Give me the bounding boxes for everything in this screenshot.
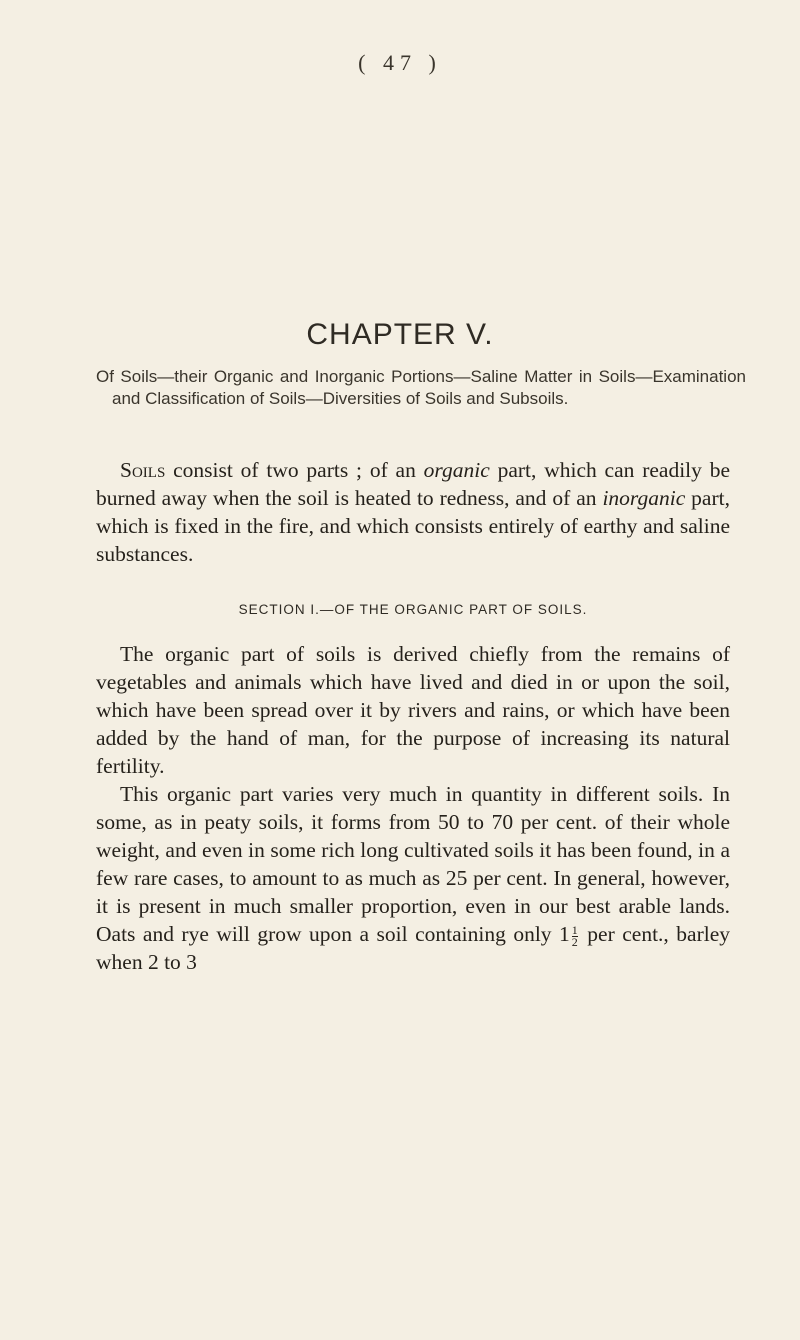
paragraph-organic-quantity — [96, 780, 730, 976]
section-heading: SECTION I.—OF THE ORGANIC PART OF SOILS. — [238, 602, 588, 617]
intro-text-b: part, which can readily be burned away when the soil is heated to redness, and of an — [96, 458, 730, 510]
paragraph-organic-origin: The organic part of soils is derived chiefly from the remains of vegetables and animals which have lived and died in or upon the soil, which have been spread over it by rivers and rains, or which have been added by the hand of man, for the purpose of increasing its natural fertility. — [96, 642, 730, 778]
paragraph-text-a: This organic part varies very much in quantity in different soils. In some, as in peaty soils, it forms from 50 to 70 per cent. of their whole weight, and even in some rich long cultivated soils it has been found, in a few rare cases, to amount to as much as 25 per cent. In general, however, it is present in much smaller proportion, even in our best arable lands. Oats and rye will grow upon a soil containing only 1 — [96, 782, 730, 946]
fraction-half — [571, 922, 578, 949]
paragraph-text-b: per cent., barley when 2 to 3 — [96, 922, 731, 974]
page-number: ( 47 ) — [358, 50, 442, 75]
intro-text-c: part, which is fixed in the fire, and which consists entirely of earthy and saline substances. — [96, 486, 730, 566]
intro-emphasis-inorganic: inorganic — [602, 486, 686, 510]
intro-lead-word: Soils — [120, 458, 166, 482]
chapter-synopsis: Of Soils—their Organic and Inorganic Portions—Saline Matter in Soils—Examination and Classification of Soils—Diversities of Soils and Subsoils. — [96, 367, 746, 408]
intro-paragraph — [96, 456, 730, 568]
intro-emphasis-organic: organic — [423, 458, 490, 482]
fraction-numerator: 1 — [571, 922, 578, 937]
intro-text-a: consist of two parts ; of an — [165, 458, 424, 482]
chapter-title: CHAPTER V. — [306, 318, 494, 351]
fraction-denominator: 2 — [571, 934, 578, 949]
